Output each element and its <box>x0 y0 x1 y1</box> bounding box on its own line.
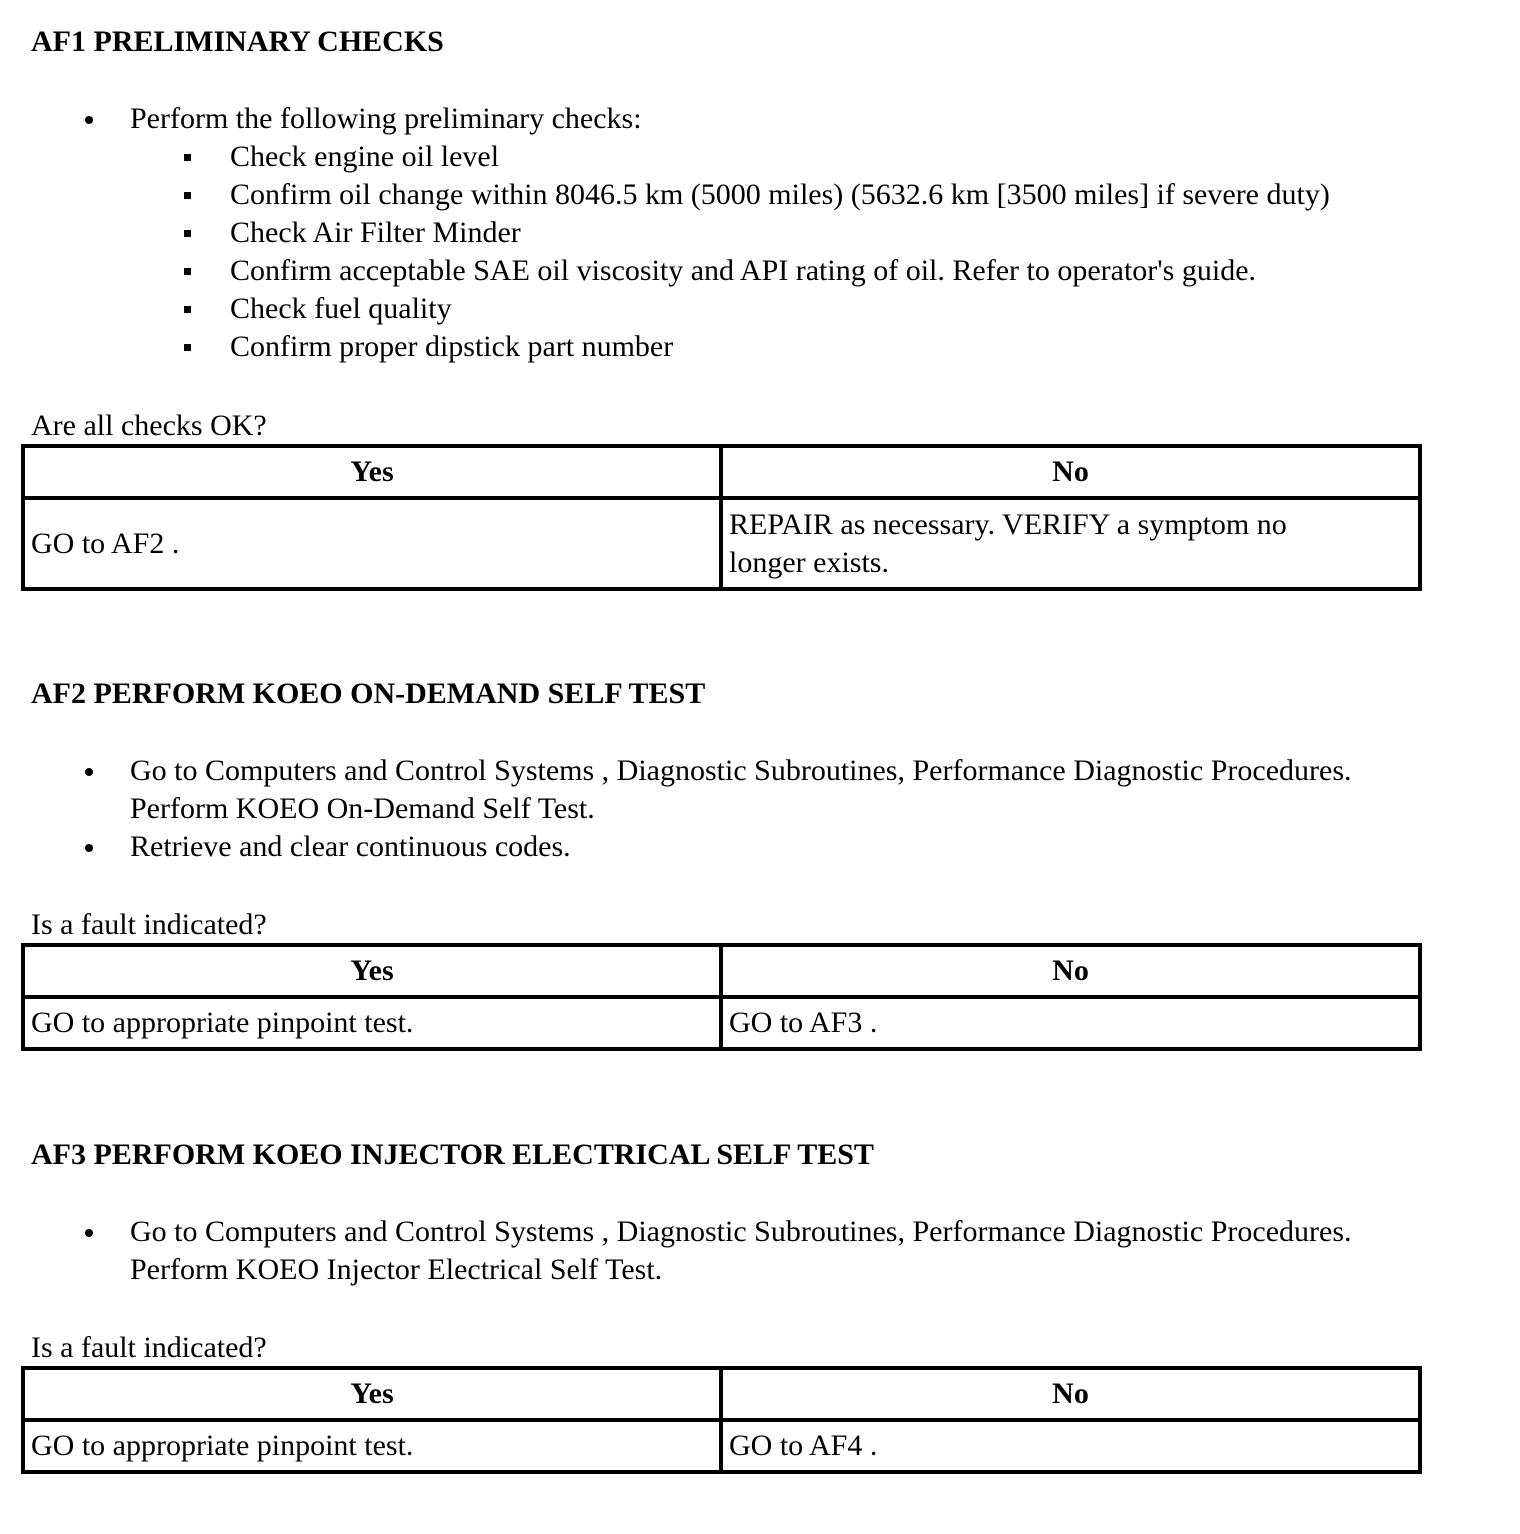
af3-decision-table <box>21 1366 1422 1474</box>
af3-heading: AF3 PERFORM KOEO INJECTOR ELECTRICAL SELF TEST <box>31 1138 874 1171</box>
af2-yes-header: Yes <box>23 945 721 997</box>
af3-question: Is a fault indicated? <box>31 1331 267 1364</box>
af2-bullet1-line1: Go to Computers and Control Systems , Diagnostic Subroutines, Performance Diagnostic Procedures. <box>130 754 1352 787</box>
af1-yes-header: Yes <box>23 446 721 498</box>
af3-no-action: GO to AF4 . <box>721 1420 1420 1472</box>
af1-no-action <box>721 498 1420 589</box>
af1-checklist <box>130 138 1330 366</box>
af2-bullet-item <box>0 752 1352 828</box>
af1-heading: AF1 PRELIMINARY CHECKS <box>31 25 444 58</box>
af3-no-header: No <box>721 1368 1420 1420</box>
af1-bullet-list <box>0 100 1330 366</box>
confirm-oil-change-item: Confirm oil change within 8046.5 km (5000 miles) (5632.6 km [3500 miles] if severe duty) <box>130 176 1330 214</box>
af1-question: Are all checks OK? <box>31 409 267 442</box>
af2-no-action: GO to AF3 . <box>721 997 1420 1049</box>
af2-heading: AF2 PERFORM KOEO ON-DEMAND SELF TEST <box>31 677 706 710</box>
af2-bullet-list <box>0 752 1352 866</box>
af2-bullet2-text: Retrieve and clear continuous codes. <box>130 830 571 863</box>
af2-bullet-item <box>0 828 1352 866</box>
af1-yes-action: GO to AF2 . <box>23 498 721 589</box>
check-air-filter-item: Check Air Filter Minder <box>130 214 1330 252</box>
af2-no-header: No <box>721 945 1420 997</box>
af2-bullet1-line2: Perform KOEO On-Demand Self Test. <box>130 792 595 825</box>
confirm-oil-viscosity-item: Confirm acceptable SAE oil viscosity and API rating of oil. Refer to operator's guide. <box>130 252 1330 290</box>
af3-bullet1-line1: Go to Computers and Control Systems , Diagnostic Subroutines, Performance Diagnostic Procedures. <box>130 1215 1352 1248</box>
af1-no-action-line1: REPAIR as necessary. VERIFY a symptom no <box>729 507 1287 541</box>
af2-decision-table <box>21 943 1422 1051</box>
af3-yes-header: Yes <box>23 1368 721 1420</box>
af1-bullet-item <box>0 100 1330 366</box>
af3-bullet-list <box>0 1213 1352 1289</box>
af3-yes-action: GO to appropriate pinpoint test. <box>23 1420 721 1472</box>
confirm-dipstick-item: Confirm proper dipstick part number <box>130 328 1330 366</box>
af2-question: Is a fault indicated? <box>31 908 267 941</box>
af3-bullet-item <box>0 1213 1352 1289</box>
af1-bullet-text: Perform the following preliminary checks: <box>130 102 642 135</box>
check-engine-oil-item: Check engine oil level <box>130 138 1330 176</box>
af1-no-action-line2: longer exists. <box>729 545 889 579</box>
af1-decision-table <box>21 444 1422 591</box>
af3-bullet1-line2: Perform KOEO Injector Electrical Self Test. <box>130 1253 663 1286</box>
af1-no-header: No <box>721 446 1420 498</box>
check-fuel-quality-item: Check fuel quality <box>130 290 1330 328</box>
af2-yes-action: GO to appropriate pinpoint test. <box>23 997 721 1049</box>
